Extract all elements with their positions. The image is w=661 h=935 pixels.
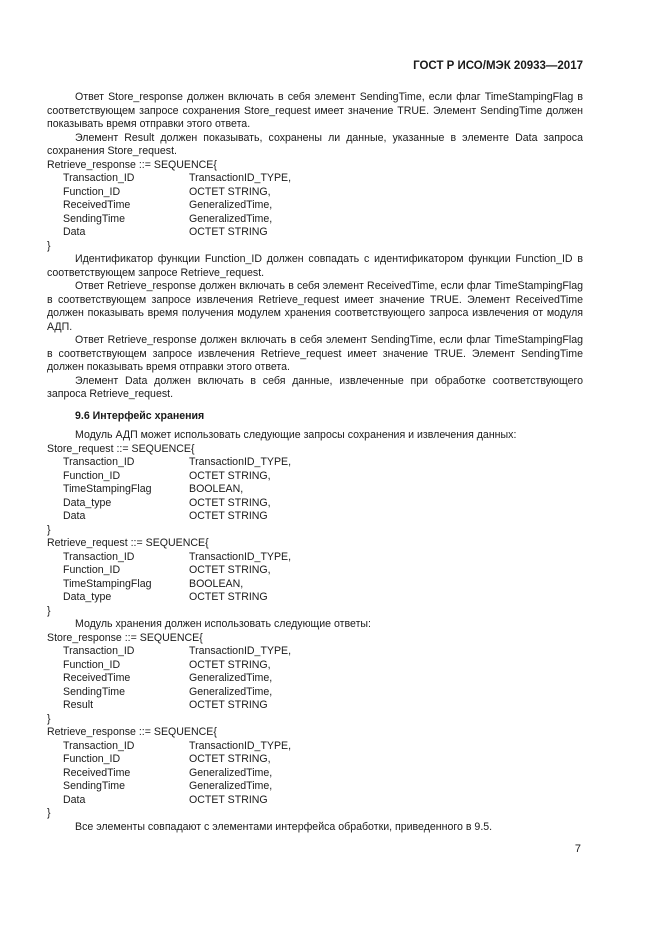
field-name: Transaction_ID [63,739,135,752]
page-body [47,91,583,834]
paragraph: Ответ Store_response должен включать в себя элемент SendingTime, если флаг TimeStampingFlag в соответствующем запросе сохранения Store_request имеет значение TRUE. Элемент SendingTime должен показывать время отправки этого ответа. [47,91,583,130]
field-type: GeneralizedTime, [189,199,273,211]
sequence-field-row [47,510,583,524]
field-type: BOOLEAN, [189,577,244,590]
field-name: Transaction_ID [63,645,135,657]
sequence-field-row [47,199,583,213]
sequence-open-line: Store_request ::= SEQUENCE{ [47,442,195,455]
paragraph: Модуль хранения должен использовать следующие ответы: [75,618,371,630]
field-name: Function_ID [63,753,121,765]
paragraph: Модуль АДП может использовать следующие запросы сохранения и извлечения данных: [75,429,517,441]
sequence-field-row [47,456,583,470]
field-name: ReceivedTime [63,199,131,211]
sequence-field-row [47,483,583,497]
field-type: OCTET STRING, [189,469,271,482]
asn1-definition [47,537,583,618]
sequence-field-row [47,740,583,754]
paragraph: Ответ Retrieve_response должен включать в себя элемент SendingTime, если флаг TimeStampingFlag в соответствующем запросе извлечения Retrieve_request имеет значение TRUE. Элемент SendingTime должен показывать время отправки этого ответа. [47,334,583,373]
field-type: GeneralizedTime, [189,685,273,698]
field-name: Function_ID [63,658,121,671]
sequence-close-line: } [47,239,51,252]
sequence-open-line: Store_response ::= SEQUENCE{ [47,631,203,644]
sequence-close-line: } [47,523,51,536]
field-type: TransactionID_TYPE, [189,739,292,752]
field-name: TimeStampingFlag [63,483,152,495]
sequence-field-row [47,591,583,605]
field-type: TransactionID_TYPE, [189,645,292,657]
field-type: OCTET STRING, [189,496,271,509]
field-name: SendingTime [63,780,126,792]
field-name: Data_type [63,496,112,509]
field-name: Function_ID [63,185,121,198]
paragraph: Идентификатор функции Function_ID должен совпадать с идентификатором функции Function_ID в соответствующем запросе Retrieve_request. [47,253,583,279]
field-type: OCTET STRING [189,226,268,238]
document-id-header: ГОСТ Р ИСО/МЭК 20933—2017 [413,60,583,72]
sequence-open-line: Retrieve_response ::= SEQUENCE{ [47,158,217,171]
asn1-definition [47,726,583,821]
field-name: Transaction_ID [63,456,135,468]
field-type: OCTET STRING, [189,658,271,671]
asn1-definition [47,443,583,538]
field-type: GeneralizedTime, [189,672,273,684]
sequence-open-line: Retrieve_response ::= SEQUENCE{ [47,726,217,738]
sequence-field-row [47,659,583,673]
field-name: SendingTime [63,685,126,698]
field-type: BOOLEAN, [189,483,244,495]
sequence-field-row [47,578,583,592]
field-name: SendingTime [63,212,126,225]
sequence-field-row [47,470,583,484]
field-type: GeneralizedTime, [189,212,273,225]
section-heading: 9.6 Интерфейс хранения [75,409,205,422]
sequence-field-row [47,213,583,227]
paragraph: Все элементы совпадают с элементами интерфейса обработки, приведенного в 9.5. [75,820,493,833]
field-name: Data [63,226,86,238]
field-name: ReceivedTime [63,766,131,779]
field-type: OCTET STRING [189,793,268,806]
paragraph: Элемент Data должен включать в себя данные, извлеченные при обработке соответствующего запроса Retrieve_request. [47,374,583,400]
field-type: OCTET STRING [189,699,268,711]
sequence-field-row [47,686,583,700]
sequence-open-line: Retrieve_request ::= SEQUENCE{ [47,537,209,549]
field-name: Function_ID [63,469,121,482]
sequence-close-line: } [47,807,51,819]
field-name: Transaction_ID [63,550,135,563]
field-type: OCTET STRING, [189,564,271,576]
field-type: TransactionID_TYPE, [189,172,292,184]
page-number: 7 [574,843,581,855]
sequence-field-row [47,551,583,565]
sequence-field-row [47,497,583,511]
asn1-definition [47,159,583,254]
sequence-field-row [47,226,583,240]
sequence-field-row [47,645,583,659]
sequence-field-row [47,753,583,767]
field-type: OCTET STRING, [189,753,271,765]
sequence-field-row [47,767,583,781]
sequence-field-row [47,564,583,578]
field-type: OCTET STRING, [189,185,271,198]
field-name: Data [63,793,86,806]
field-type: GeneralizedTime, [189,766,273,779]
field-type: OCTET STRING [189,591,268,603]
field-name: ReceivedTime [63,672,131,684]
sequence-close-line: } [47,712,51,725]
paragraph: Ответ Retrieve_response должен включать в себя элемент ReceivedTime, если флаг TimeStampingFlag в соответствующем запросе извлечения Retrieve_request имеет значение TRUE. Элемент ReceivedTime должен показывать время получения модулем хранения соответствующего запроса извлечения от модуля АДП. [47,280,583,333]
field-type: TransactionID_TYPE, [189,550,292,563]
field-name: TimeStampingFlag [63,577,152,590]
sequence-field-row [47,699,583,713]
field-name: Data [63,510,86,522]
field-name: Function_ID [63,564,121,576]
asn1-definition [47,632,583,727]
field-name: Transaction_ID [63,172,135,184]
field-type: GeneralizedTime, [189,780,273,792]
field-type: TransactionID_TYPE, [189,456,292,468]
field-type: OCTET STRING [189,510,268,522]
paragraph: Элемент Result должен показывать, сохранены ли данные, указанные в элементе Data запроса сохранения Store_request. [47,131,583,157]
sequence-field-row [47,780,583,794]
field-name: Data_type [63,591,112,603]
sequence-field-row [47,672,583,686]
sequence-field-row [47,794,583,808]
sequence-close-line: } [47,604,51,617]
field-name: Result [63,699,94,711]
sequence-field-row [47,172,583,186]
sequence-field-row [47,186,583,200]
